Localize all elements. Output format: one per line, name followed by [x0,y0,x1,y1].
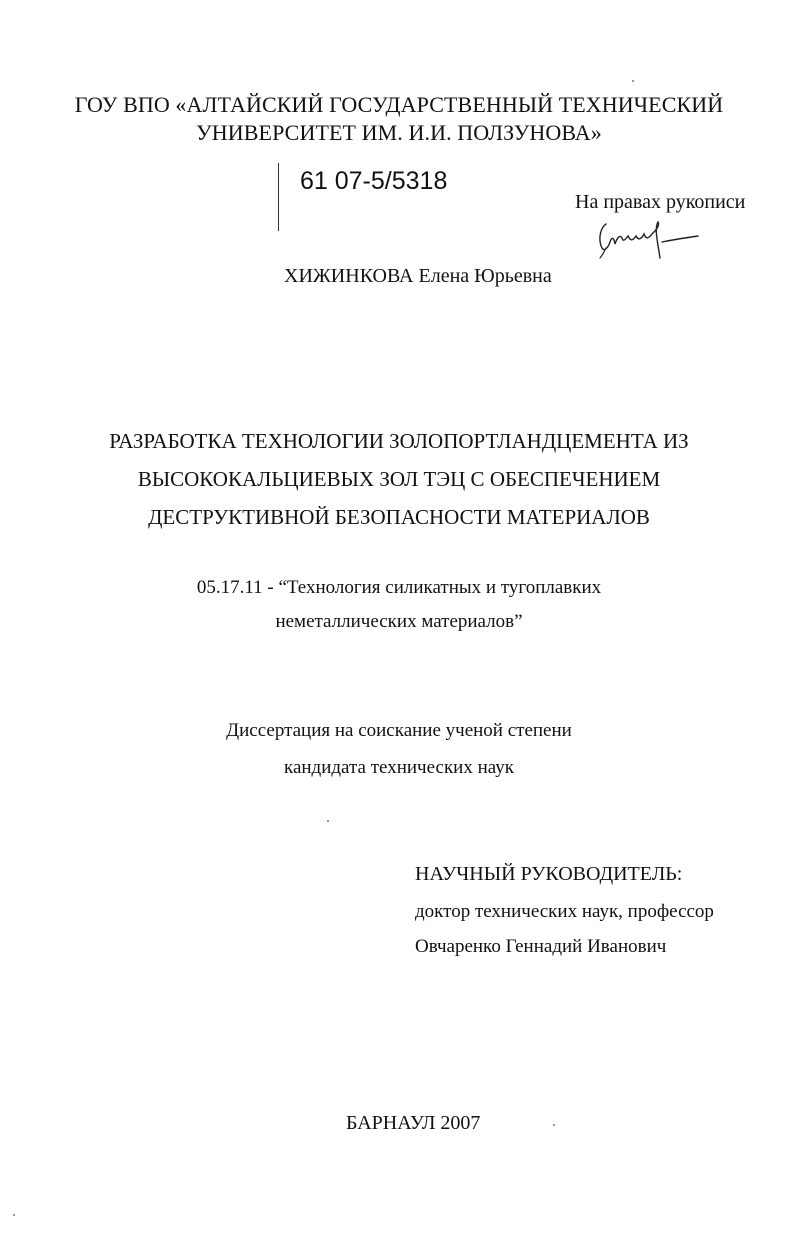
title-line-3: ДЕСТРУКТИВНОЙ БЕЗОПАСНОСТИ МАТЕРИАЛОВ [148,505,650,529]
supervisor-degree: доктор технических наук, профессор [415,901,714,922]
title-line-2: ВЫСОКОКАЛЬЦИЕВЫХ ЗОЛ ТЭЦ С ОБЕСПЕЧЕНИЕМ [137,467,661,491]
specialty-line-2: неметаллических материалов” [275,611,523,632]
stamp-divider [278,163,279,231]
city-year: БАРНАУЛ 2007 [346,1112,481,1134]
signature-icon [592,218,702,264]
scan-speck [327,820,329,822]
institution-line-2: УНИВЕРСИТЕТ ИМ. И.И. ПОЛЗУНОВА» [196,120,602,145]
scan-speck [632,80,634,82]
supervisor-name: Овчаренко Геннадий Иванович [415,936,667,957]
stamp-number: 61 07-5/5318 [300,167,448,195]
supervisor-heading: НАУЧНЫЙ РУКОВОДИТЕЛЬ: [415,863,683,885]
dissertation-line-2: кандидата технических наук [284,757,514,778]
dissertation-line-1: Диссертация на соискание ученой степени [226,720,572,741]
specialty-line-1: 05.17.11 - “Технология силикатных и тугоплавких [196,577,602,598]
author-name: ХИЖИНКОВА Елена Юрьевна [284,265,552,287]
institution-line-1: ГОУ ВПО «АЛТАЙСКИЙ ГОСУДАРСТВЕННЫЙ ТЕХНИЧЕСКИЙ [74,92,724,117]
title-line-1: РАЗРАБОТКА ТЕХНОЛОГИИ ЗОЛОПОРТЛАНДЦЕМЕНТА ИЗ [109,429,689,453]
manuscript-rights-label: На правах рукописи [575,191,746,213]
scan-speck [13,1214,15,1216]
scan-speck [553,1124,555,1126]
